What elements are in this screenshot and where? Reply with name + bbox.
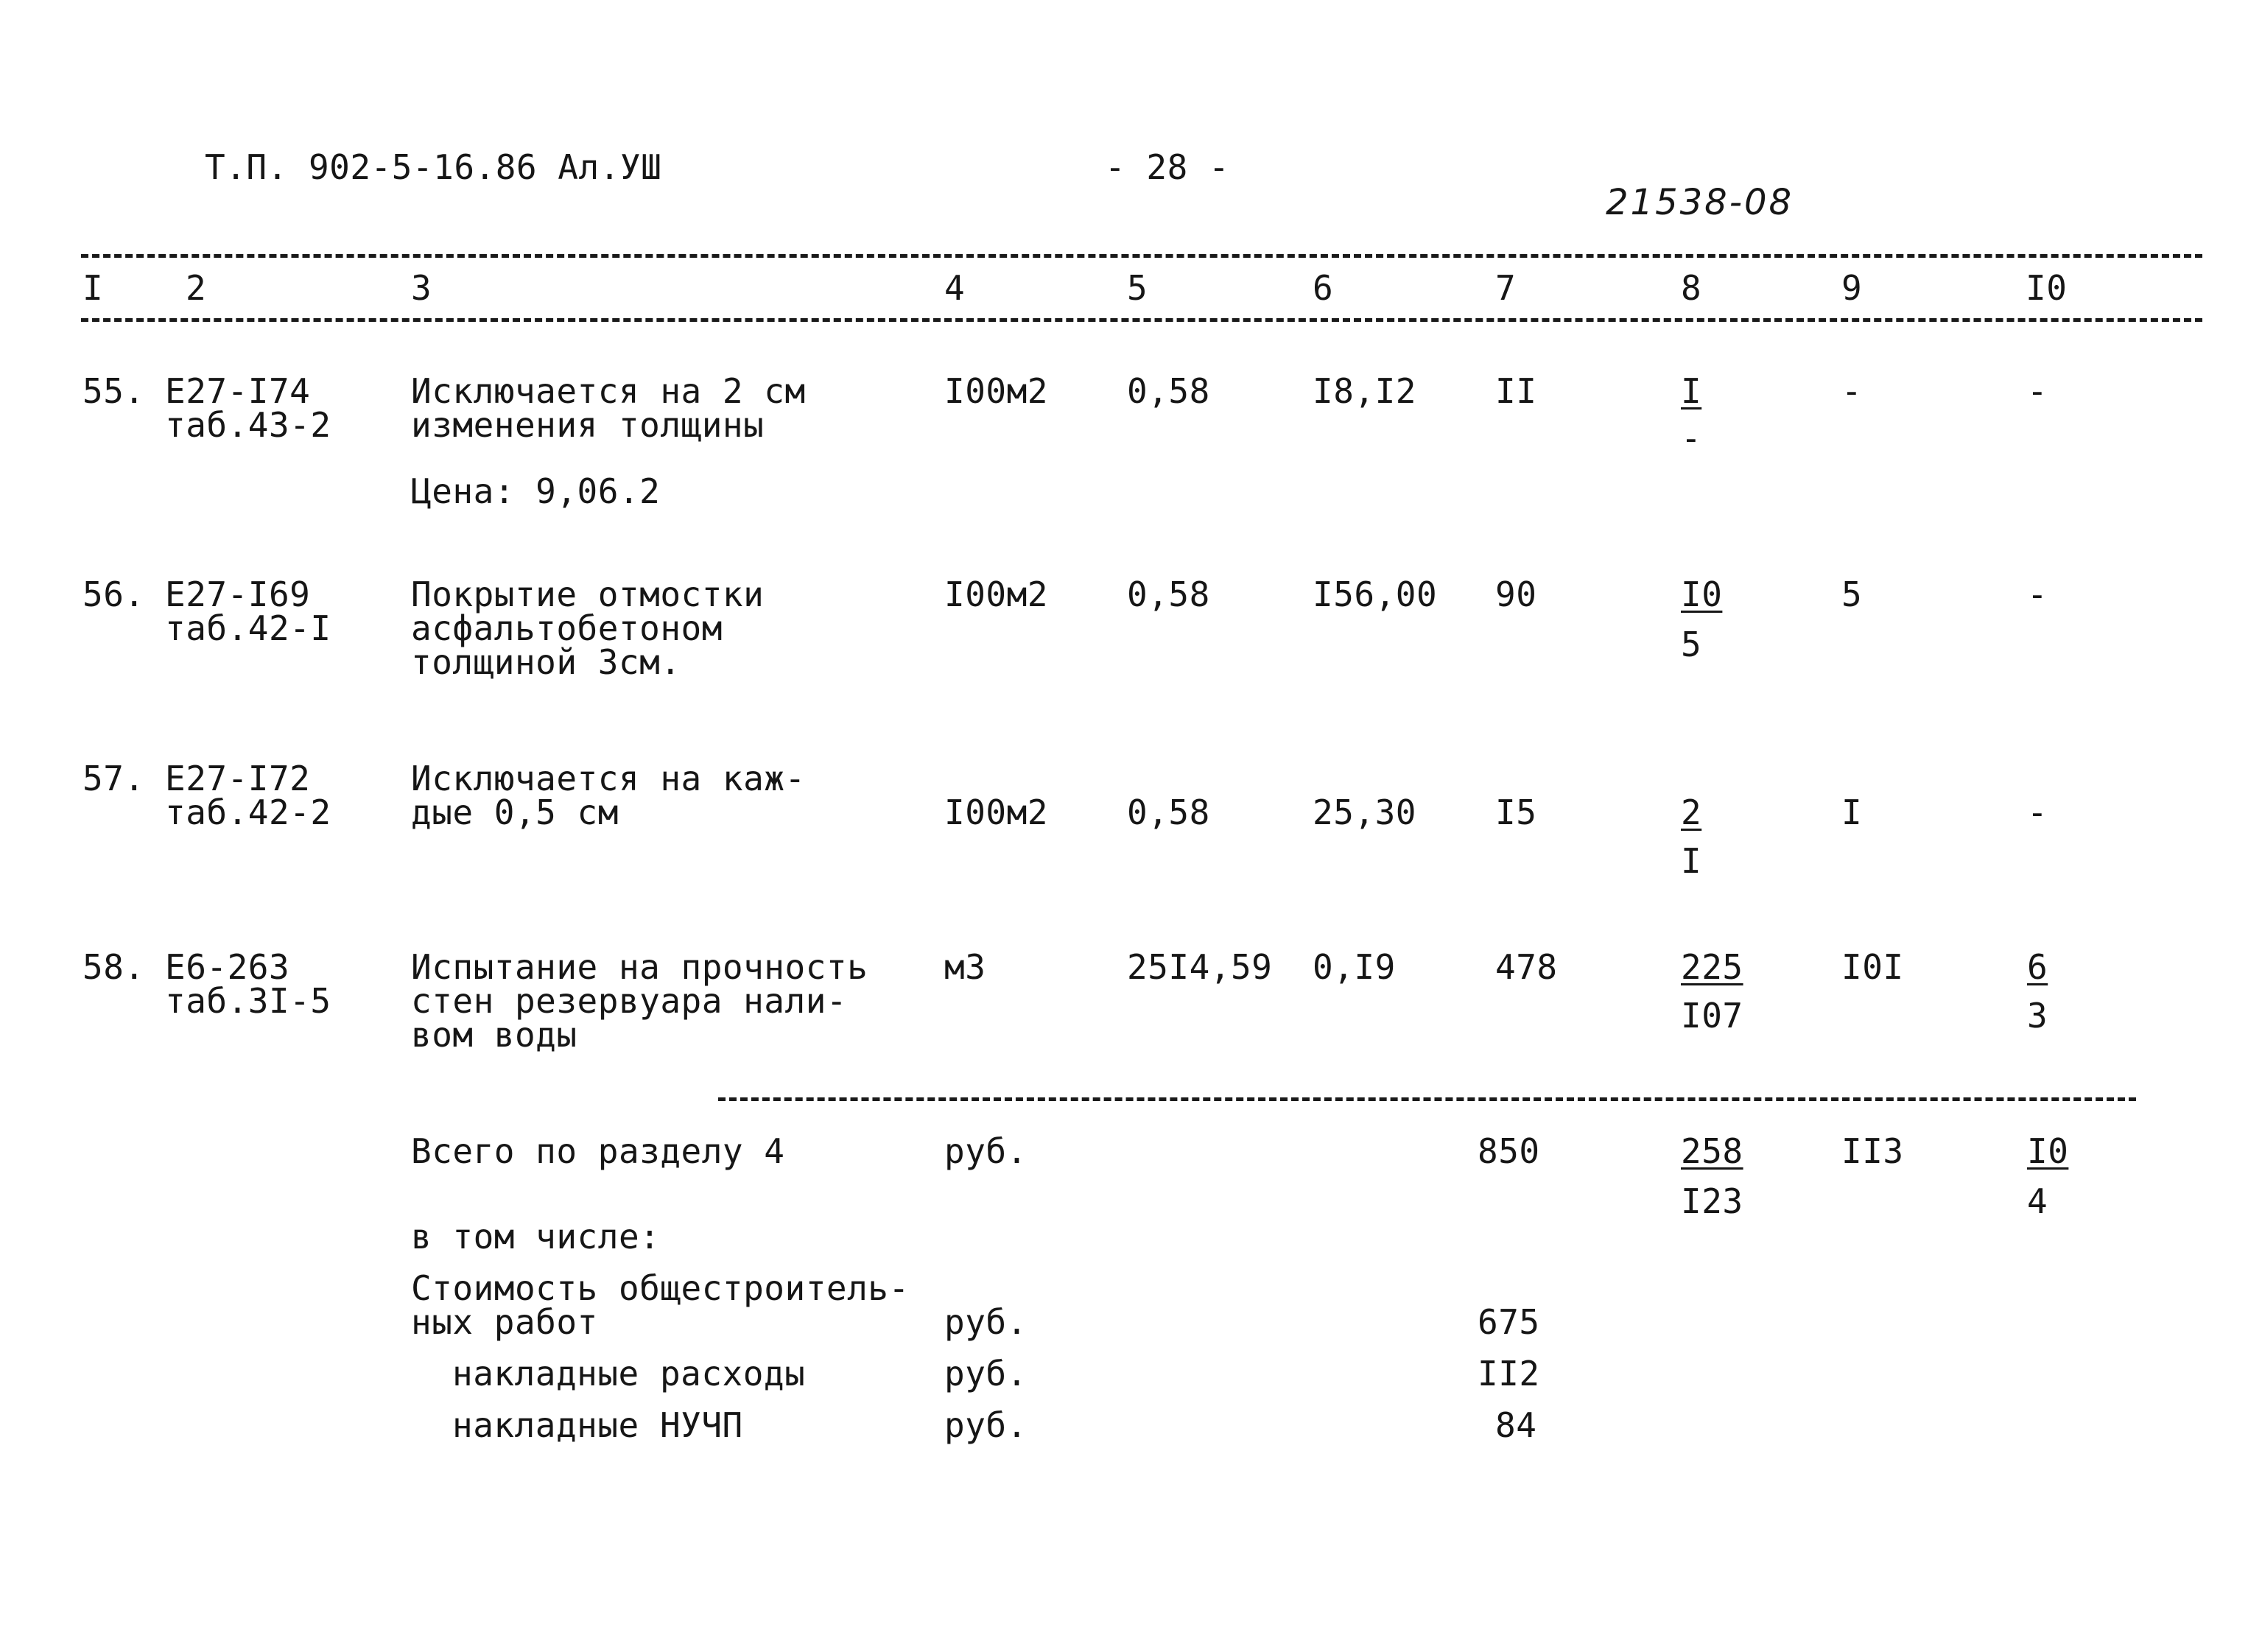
page-number: - 28 - [1105, 147, 1230, 187]
unit-price: 0,I9 [1313, 947, 1396, 987]
total-cost: 478 [1495, 947, 1558, 987]
rate-code: Е27-I74 таб.43-2 [165, 371, 331, 445]
summary-item-label: накладные расходы [452, 1354, 806, 1393]
wage-bottom: I07 [1681, 996, 1743, 1036]
materials-top: - [2027, 371, 2048, 411]
price-note: Цена: 9,06.2 [411, 471, 661, 511]
summary-item-value: 675 [1478, 1302, 1540, 1342]
summary-item-unit: руб. [944, 1354, 1028, 1393]
unit: м3 [944, 947, 986, 987]
unit: I00м2 [944, 792, 1048, 832]
summary-total: 850 [1478, 1131, 1540, 1171]
machines-cost: 5 [1841, 574, 1863, 614]
column-header: 2 [186, 268, 207, 308]
wage-top: I0 [1681, 574, 1723, 614]
work-description: Исключается на 2 см изменения толщины [411, 371, 806, 445]
work-description: Исключается на каж- дые 0,5 см [411, 759, 806, 832]
summary-wage-top: 258 [1681, 1131, 1743, 1171]
unit-price: 25,30 [1313, 792, 1416, 832]
column-header: 6 [1313, 268, 1334, 308]
column-header: 4 [944, 268, 966, 308]
column-header: 5 [1127, 268, 1148, 308]
rate-code: Е27-I69 таб.42-I [165, 574, 331, 648]
project-code: Т.П. 902-5-16.86 Ал.УШ [205, 147, 662, 187]
column-header: 9 [1841, 268, 1863, 308]
row-number: 57. [82, 759, 145, 798]
materials-bottom: 3 [2027, 996, 2048, 1036]
summary-item-value: 84 [1495, 1405, 1537, 1445]
summary-item-unit: руб. [944, 1405, 1028, 1445]
row-number: 58. [82, 947, 145, 987]
quantity: 0,58 [1127, 792, 1210, 832]
summary-unit: руб. [944, 1131, 1028, 1171]
quantity: 25I4,59 [1127, 947, 1273, 987]
wage-bottom: 5 [1681, 625, 1702, 664]
summary-item-label: накладные НУЧП [452, 1405, 743, 1445]
row-number: 55. [82, 371, 145, 411]
summary-item-unit: руб. [944, 1302, 1028, 1342]
materials-top: - [2027, 574, 2048, 614]
summary-item-label: Стоимость общестроитель- ных работ [411, 1268, 910, 1342]
unit-price: I8,I2 [1313, 371, 1416, 411]
wage-bottom: - [1681, 418, 1702, 458]
summary-item-value: II2 [1478, 1354, 1540, 1393]
unit: I00м2 [944, 371, 1048, 411]
work-description: Покрытие отмостки асфальтобетоном толщиной 3см. [411, 574, 765, 682]
summary-rule [718, 1097, 2136, 1101]
column-header: I [82, 268, 104, 308]
unit-price: I56,00 [1313, 574, 1438, 614]
rate-code: Е27-I72 таб.42-2 [165, 759, 331, 832]
materials-top: - [2027, 792, 2048, 832]
summary-label: Всего по разделу 4 [411, 1131, 785, 1171]
header-rule-top [81, 254, 2202, 258]
machines-cost: I [1841, 792, 1863, 832]
row-number: 56. [82, 574, 145, 614]
quantity: 0,58 [1127, 371, 1210, 411]
machines-cost: I0I [1841, 947, 1904, 987]
column-header: I0 [2026, 268, 2068, 308]
wage-top: I [1681, 371, 1702, 411]
work-description: Испытание на прочность стен резервуара нали- вом воды [411, 947, 868, 1055]
summary-wage-bottom: I23 [1681, 1181, 1743, 1221]
including-label: в том числе: [411, 1217, 661, 1256]
machines-cost: - [1841, 371, 1863, 411]
column-header: 3 [411, 268, 432, 308]
quantity: 0,58 [1127, 574, 1210, 614]
summary-machines: II3 [1841, 1131, 1904, 1171]
summary-materials-bottom: 4 [2027, 1181, 2048, 1221]
stamp-number: 21538-08 [1606, 182, 1794, 223]
summary-materials-top: I0 [2027, 1131, 2069, 1171]
rate-code: Е6-263 таб.3I-5 [165, 947, 331, 1021]
wage-bottom: I [1681, 841, 1702, 881]
materials-top: 6 [2027, 947, 2048, 987]
total-cost: I5 [1495, 792, 1537, 832]
wage-top: 2 [1681, 792, 1702, 832]
total-cost: II [1495, 371, 1537, 411]
header-rule-bottom [81, 318, 2202, 322]
total-cost: 90 [1495, 574, 1537, 614]
unit: I00м2 [944, 574, 1048, 614]
column-header: 7 [1495, 268, 1517, 308]
column-header: 8 [1681, 268, 1702, 308]
wage-top: 225 [1681, 947, 1743, 987]
